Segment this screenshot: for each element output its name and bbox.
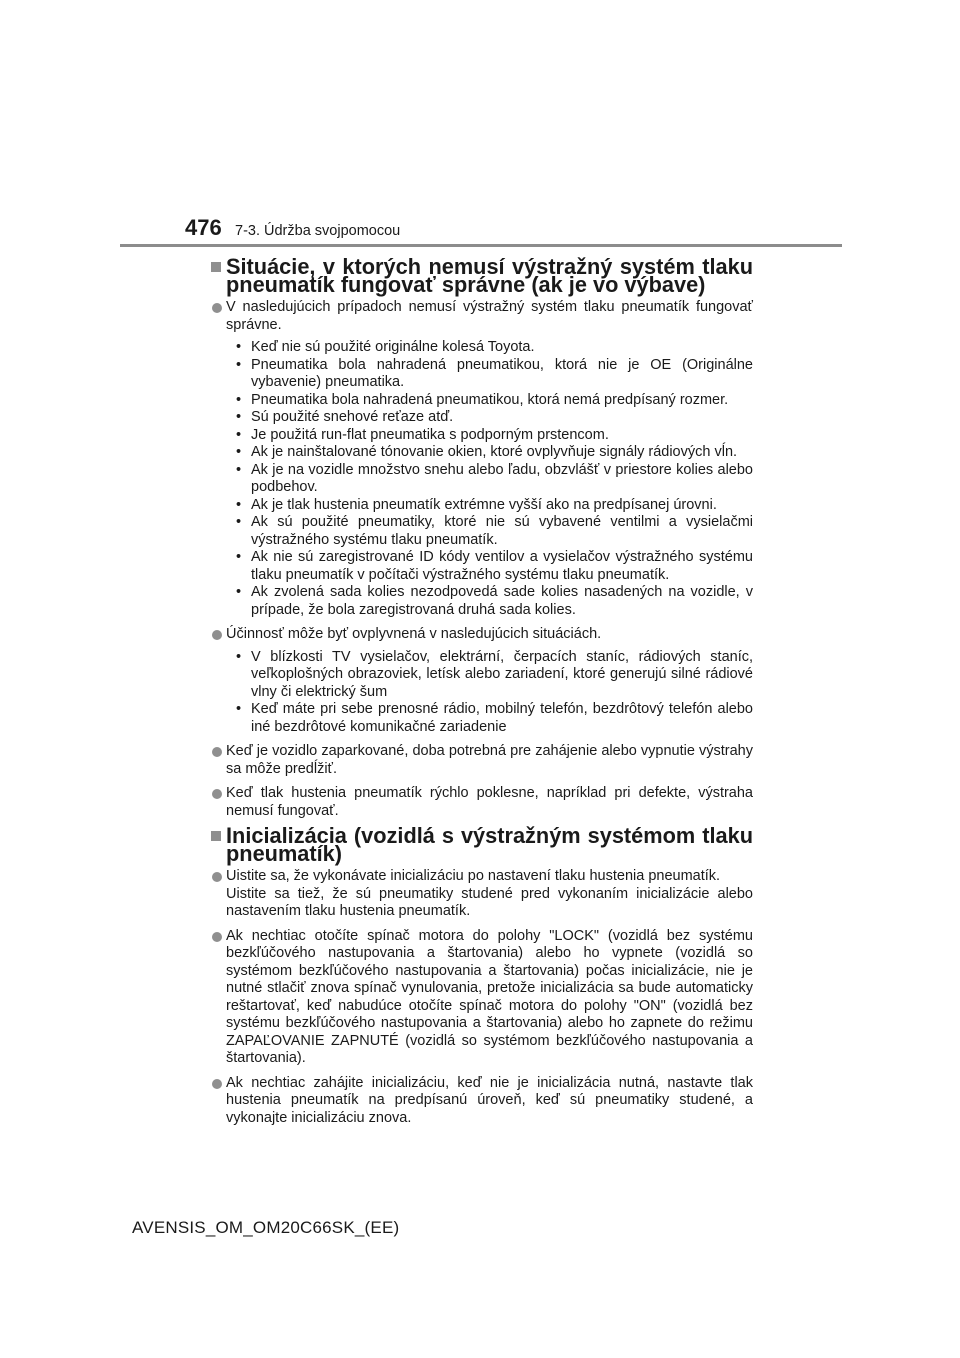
sub-list — [226, 339, 753, 619]
document-code: AVENSIS_OM_OM20C66SK_(EE) — [132, 1218, 400, 1237]
section — [211, 823, 753, 1127]
bullet-paragraph — [211, 785, 753, 820]
section — [211, 254, 753, 820]
bullet-paragraph — [211, 626, 753, 736]
list-item: • Ak sú použité pneumatiky, ktoré nie sú vybavené ventilmi a vysielačmi výstražného systému tlaku pneumatík. — [226, 514, 753, 549]
sub-list — [226, 649, 753, 737]
circle-bullet-icon — [212, 872, 222, 882]
circle-bullet-icon — [212, 932, 222, 942]
section-heading — [211, 254, 753, 297]
paragraph-text: Účinnosť môže byť ovplyvnená v nasledujúcich situáciách. — [226, 626, 602, 642]
list-item: • Ak je nainštalované tónovanie okien, ktoré ovplyvňuje signály rádiových vĺn. — [226, 444, 753, 462]
paragraph-text: Ak nechtiac otočíte spínač motora do polohy "LOCK" (vozidlá bez systému bezkľúčového nastupovania a štartovania) alebo ho vypnete (vozidlá so systémom bezkľúčového nastupovania a štartovania) počas inicializácie, nie je nutné stlačiť znova spínač vynulovania, pretože inicializácia sa bude automaticky reštartovať, keď nabudúce otočíte spínač motora do polohy "ON" (vozidlá bez systému bezkľúčového nastupovania a štartovania) alebo ho zapnete do režimu ZAPAĽOVANIE ZAPNUTÉ (vozidlá so systémom bezkľúčového nastupovania a štartovania). — [226, 927, 753, 1066]
list-item: • Ak je na vozidle množstvo snehu alebo ľadu, obzvlášť v priestore kolies alebo podbehov. — [226, 462, 753, 497]
circle-bullet-icon — [212, 747, 222, 757]
square-bullet-icon — [211, 262, 221, 272]
circle-bullet-icon — [212, 1079, 222, 1089]
bullet-paragraph — [211, 868, 753, 921]
paragraph-text: Uistite sa, že vykonávate inicializáciu po nastavení tlaku hustenia pneumatík. — [226, 868, 721, 884]
paragraph-text: Keď je vozidlo zaparkované, doba potrebná pre zahájenie alebo vypnutie výstrahy sa môže predĺžiť. — [226, 743, 753, 777]
circle-bullet-icon — [212, 630, 222, 640]
list-item: • Pneumatika bola nahradená pneumatikou, ktorá nemá predpísaný rozmer. — [226, 392, 753, 410]
list-item: • Ak je tlak hustenia pneumatík extrémne vyšší ako na predpísanej úrovni. — [226, 497, 753, 515]
list-item: • Keď nie sú použité originálne kolesá Toyota. — [226, 339, 753, 357]
section-heading — [211, 823, 753, 866]
square-bullet-icon — [211, 831, 221, 841]
section-heading-text: Situácie, v ktorých nemusí výstražný systém tlaku pneumatík fungovať správne (ak je vo výbave) — [226, 254, 753, 297]
bullet-paragraph — [211, 743, 753, 778]
page-content — [211, 254, 753, 1134]
list-item: • Keď máte pri sebe prenosné rádio, mobilný telefón, bezdrôtový telefón alebo iné bezdrôtové komunikačné zariadenie — [226, 701, 753, 736]
list-item: • Je použitá run-flat pneumatika s podporným prstencom. — [226, 427, 753, 445]
section-heading-text: Inicializácia (vozidlá s výstražným systémom tlaku pneumatík) — [226, 823, 753, 866]
paragraph-text: V nasledujúcich prípadoch nemusí výstražný systém tlaku pneumatík fungovať správne. — [226, 299, 753, 333]
header-divider — [120, 244, 842, 247]
page-number: 476 — [185, 215, 222, 240]
paragraph-text: Uistite sa tiež, že sú pneumatiky studené pred vykonaním inicializácie alebo nastavením tlaku hustenia pneumatík. — [226, 885, 753, 919]
list-item: • Sú použité snehové reťaze atď. — [226, 409, 753, 427]
bullet-paragraph — [211, 928, 753, 1068]
circle-bullet-icon — [212, 789, 222, 799]
list-item: • Pneumatika bola nahradená pneumatikou, ktorá nie je OE (Originálne vybavenie) pneumatika. — [226, 357, 753, 392]
list-item: • Ak zvolená sada kolies nezodpovedá sade kolies nasadených na vozidle, v prípade, že bola zaregistrovaná druhá sada kolies. — [226, 584, 753, 619]
paragraph-text: Keď tlak hustenia pneumatík rýchlo poklesne, napríklad pri defekte, výstraha nemusí fungovať. — [226, 785, 753, 819]
bullet-paragraph — [211, 1075, 753, 1128]
circle-bullet-icon — [212, 303, 222, 313]
bullet-paragraph — [211, 299, 753, 619]
chapter-title: 7-3. Údržba svojpomocou — [235, 223, 401, 239]
list-item: • V blízkosti TV vysielačov, elektrární, čerpacích staníc, rádiových staníc, veľkoplošných obrazoviek, letísk alebo zariadení, ktoré generujú silné rádiové vlny či elektrický šum — [226, 649, 753, 702]
paragraph-text: Ak nechtiac zahájite inicializáciu, keď nie je inicializácia nutná, nastavte tlak hustenia pneumatík na predpísanú úroveň, keď sú pneumatiky studené, a vykonajte inicializáciu znova. — [226, 1074, 753, 1126]
list-item: • Ak nie sú zaregistrované ID kódy ventilov a vysielačov výstražného systému tlaku pneumatík v počítači výstražného systému tlaku pneumatík. — [226, 549, 753, 584]
